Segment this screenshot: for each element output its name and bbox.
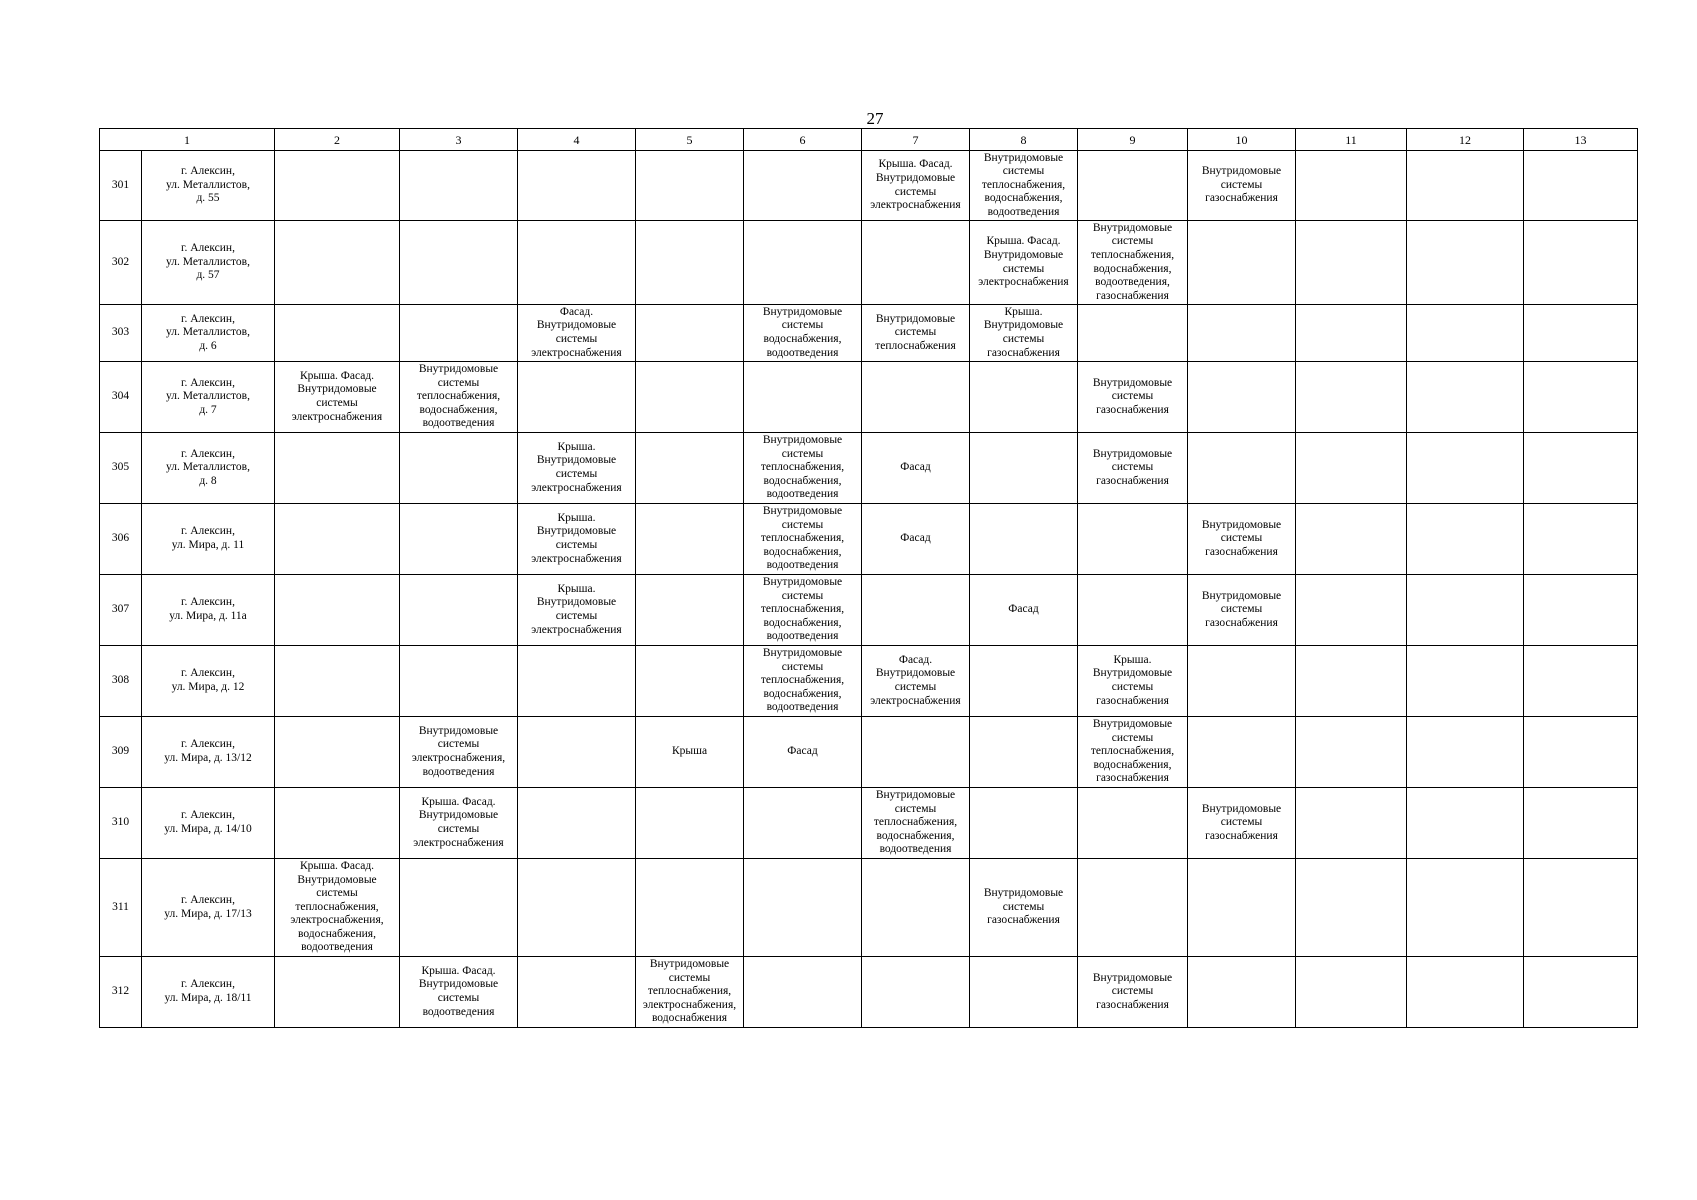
work-cell-col-3: Крыша. Фасад. Внутридомовые системы электроснабжения [400,788,518,859]
work-cell-col-9 [1078,859,1188,957]
address-cell: г. Алексин, ул. Металлистов, д. 6 [142,305,275,362]
work-cell-col-4: Крыша. Внутридомовые системы электроснабжения [518,575,636,646]
work-cell-col-5: Внутридомовые системы теплоснабжения, электроснабжения, водоснабжения [636,957,744,1028]
work-cell-col-12 [1407,504,1524,575]
work-cell-col-8 [970,433,1078,504]
repair-schedule-table [99,128,1638,1028]
work-cell-col-12 [1407,717,1524,788]
work-cell-col-7: Внутридомовые системы теплоснабжения [862,305,970,362]
work-cell-col-13 [1524,221,1638,305]
work-cell-col-9 [1078,151,1188,221]
work-cell-col-7 [862,221,970,305]
work-cell-col-11 [1296,859,1407,957]
work-cell-col-13 [1524,362,1638,433]
work-cell-col-12 [1407,575,1524,646]
work-cell-col-9 [1078,575,1188,646]
work-cell-col-13 [1524,788,1638,859]
work-cell-col-6: Внутридомовые системы теплоснабжения, водоснабжения, водоотведения [744,433,862,504]
work-cell-col-5: Крыша [636,717,744,788]
column-header-1: 1 [100,129,275,151]
row-number: 309 [100,717,142,788]
row-number: 310 [100,788,142,859]
address-cell: г. Алексин, ул. Металлистов, д. 57 [142,221,275,305]
work-cell-col-8 [970,362,1078,433]
work-cell-col-10 [1188,433,1296,504]
work-cell-col-2 [275,646,400,717]
work-cell-col-10 [1188,957,1296,1028]
work-cell-col-5 [636,362,744,433]
table-row [100,221,1638,305]
work-cell-col-11 [1296,433,1407,504]
work-cell-col-6 [744,788,862,859]
work-cell-col-8 [970,504,1078,575]
work-cell-col-11 [1296,221,1407,305]
work-cell-col-3 [400,646,518,717]
address-cell: г. Алексин, ул. Мира, д. 13/12 [142,717,275,788]
work-cell-col-4 [518,362,636,433]
work-cell-col-3 [400,433,518,504]
row-number: 303 [100,305,142,362]
work-cell-col-3: Внутридомовые системы электроснабжения, водоотведения [400,717,518,788]
work-cell-col-11 [1296,504,1407,575]
work-cell-col-7: Фасад. Внутридомовые системы электроснабжения [862,646,970,717]
column-header-13: 13 [1524,129,1638,151]
work-cell-col-4: Крыша. Внутридомовые системы электроснабжения [518,433,636,504]
table-row [100,362,1638,433]
address-cell: г. Алексин, ул. Мира, д. 14/10 [142,788,275,859]
table-row [100,433,1638,504]
work-cell-col-9: Внутридомовые системы теплоснабжения, водоснабжения, газоснабжения [1078,717,1188,788]
work-cell-col-11 [1296,957,1407,1028]
table-row [100,717,1638,788]
work-cell-col-7 [862,957,970,1028]
column-header-9: 9 [1078,129,1188,151]
work-cell-col-6: Внутридомовые системы теплоснабжения, водоснабжения, водоотведения [744,504,862,575]
work-cell-col-13 [1524,717,1638,788]
page-number: 27 [866,109,884,128]
work-cell-col-9: Внутридомовые системы газоснабжения [1078,433,1188,504]
work-cell-col-3: Крыша. Фасад. Внутридомовые системы водоотведения [400,957,518,1028]
table-row [100,859,1638,957]
work-cell-col-13 [1524,433,1638,504]
column-header-10: 10 [1188,129,1296,151]
work-cell-col-9: Внутридомовые системы газоснабжения [1078,362,1188,433]
work-cell-col-13 [1524,957,1638,1028]
work-cell-col-10 [1188,717,1296,788]
work-cell-col-11 [1296,151,1407,221]
work-cell-col-8: Внутридомовые системы теплоснабжения, водоснабжения, водоотведения [970,151,1078,221]
work-cell-col-10 [1188,362,1296,433]
work-cell-col-8: Фасад [970,575,1078,646]
work-cell-col-10 [1188,859,1296,957]
work-cell-col-13 [1524,151,1638,221]
work-cell-col-7: Внутридомовые системы теплоснабжения, водоснабжения, водоотведения [862,788,970,859]
work-cell-col-4 [518,717,636,788]
table-row [100,957,1638,1028]
work-cell-col-2 [275,221,400,305]
work-cell-col-12 [1407,957,1524,1028]
work-cell-col-13 [1524,575,1638,646]
work-cell-col-9 [1078,788,1188,859]
work-cell-col-13 [1524,646,1638,717]
work-cell-col-7 [862,859,970,957]
work-cell-col-5 [636,305,744,362]
work-cell-col-5 [636,788,744,859]
work-cell-col-8: Крыша. Внутридомовые системы газоснабжения [970,305,1078,362]
table-row [100,788,1638,859]
work-cell-col-2 [275,788,400,859]
work-cell-col-3 [400,221,518,305]
work-cell-col-11 [1296,362,1407,433]
work-cell-col-4 [518,646,636,717]
address-cell: г. Алексин, ул. Металлистов, д. 7 [142,362,275,433]
work-cell-col-8: Крыша. Фасад. Внутридомовые системы электроснабжения [970,221,1078,305]
work-cell-col-5 [636,433,744,504]
address-cell: г. Алексин, ул. Металлистов, д. 8 [142,433,275,504]
work-cell-col-6 [744,957,862,1028]
work-cell-col-6 [744,859,862,957]
work-cell-col-3 [400,151,518,221]
work-cell-col-7 [862,362,970,433]
work-cell-col-2: Крыша. Фасад. Внутридомовые системы теплоснабжения, электроснабжения, водоснабжения, водоотведения [275,859,400,957]
work-cell-col-4 [518,788,636,859]
work-cell-col-8: Внутридомовые системы газоснабжения [970,859,1078,957]
table-row [100,504,1638,575]
work-cell-col-6 [744,221,862,305]
work-cell-col-5 [636,221,744,305]
work-cell-col-9: Внутридомовые системы теплоснабжения, водоснабжения, водоотведения, газоснабжения [1078,221,1188,305]
work-cell-col-11 [1296,305,1407,362]
work-cell-col-13 [1524,859,1638,957]
work-cell-col-3 [400,504,518,575]
work-cell-col-2 [275,151,400,221]
work-cell-col-8 [970,957,1078,1028]
work-cell-col-8 [970,646,1078,717]
work-cell-col-12 [1407,305,1524,362]
work-cell-col-9: Крыша. Внутридомовые системы газоснабжения [1078,646,1188,717]
row-number: 304 [100,362,142,433]
address-cell: г. Алексин, ул. Металлистов, д. 55 [142,151,275,221]
work-cell-col-4: Крыша. Внутридомовые системы электроснабжения [518,504,636,575]
work-cell-col-5 [636,151,744,221]
work-cell-col-3 [400,575,518,646]
work-cell-col-2 [275,504,400,575]
row-number: 311 [100,859,142,957]
work-cell-col-2 [275,717,400,788]
work-cell-col-11 [1296,575,1407,646]
work-cell-col-6: Внутридомовые системы водоснабжения, водоотведения [744,305,862,362]
work-cell-col-10 [1188,646,1296,717]
address-cell: г. Алексин, ул. Мира, д. 17/13 [142,859,275,957]
row-number: 308 [100,646,142,717]
work-cell-col-7: Крыша. Фасад. Внутридомовые системы электроснабжения [862,151,970,221]
address-cell: г. Алексин, ул. Мира, д. 12 [142,646,275,717]
column-header-11: 11 [1296,129,1407,151]
column-header-4: 4 [518,129,636,151]
work-cell-col-2 [275,305,400,362]
work-cell-col-12 [1407,859,1524,957]
work-cell-col-12 [1407,788,1524,859]
work-cell-col-10: Внутридомовые системы газоснабжения [1188,575,1296,646]
work-cell-col-2 [275,957,400,1028]
work-cell-col-7: Фасад [862,433,970,504]
row-number: 305 [100,433,142,504]
work-cell-col-11 [1296,788,1407,859]
work-cell-col-12 [1407,362,1524,433]
work-cell-col-6: Фасад [744,717,862,788]
work-cell-col-8 [970,717,1078,788]
work-cell-col-12 [1407,433,1524,504]
column-header-12: 12 [1407,129,1524,151]
column-header-7: 7 [862,129,970,151]
work-cell-col-4 [518,151,636,221]
work-cell-col-9 [1078,305,1188,362]
work-cell-col-6 [744,151,862,221]
work-cell-col-9: Внутридомовые системы газоснабжения [1078,957,1188,1028]
row-number: 307 [100,575,142,646]
work-cell-col-2 [275,433,400,504]
work-cell-col-7: Фасад [862,504,970,575]
work-cell-col-11 [1296,646,1407,717]
table-body [100,129,1638,1028]
work-cell-col-13 [1524,504,1638,575]
work-cell-col-5 [636,575,744,646]
work-cell-col-10 [1188,221,1296,305]
address-cell: г. Алексин, ул. Мира, д. 11 [142,504,275,575]
work-cell-col-4: Фасад. Внутридомовые системы электроснабжения [518,305,636,362]
work-cell-col-5 [636,504,744,575]
work-cell-col-12 [1407,221,1524,305]
work-cell-col-2 [275,575,400,646]
table-row [100,575,1638,646]
work-cell-col-7 [862,575,970,646]
table-row [100,646,1638,717]
work-cell-col-8 [970,788,1078,859]
work-cell-col-4 [518,221,636,305]
work-cell-col-5 [636,859,744,957]
row-number: 301 [100,151,142,221]
row-number: 302 [100,221,142,305]
row-number: 312 [100,957,142,1028]
work-cell-col-11 [1296,717,1407,788]
work-cell-col-10: Внутридомовые системы газоснабжения [1188,788,1296,859]
table-row [100,151,1638,221]
work-cell-col-6: Внутридомовые системы теплоснабжения, водоснабжения, водоотведения [744,646,862,717]
work-cell-col-10: Внутридомовые системы газоснабжения [1188,151,1296,221]
work-cell-col-13 [1524,305,1638,362]
address-cell: г. Алексин, ул. Мира, д. 11а [142,575,275,646]
column-header-6: 6 [744,129,862,151]
work-cell-col-6 [744,362,862,433]
work-cell-col-12 [1407,151,1524,221]
work-cell-col-3: Внутридомовые системы теплоснабжения, водоснабжения, водоотведения [400,362,518,433]
work-cell-col-4 [518,859,636,957]
address-cell: г. Алексин, ул. Мира, д. 18/11 [142,957,275,1028]
column-header-3: 3 [400,129,518,151]
row-number: 306 [100,504,142,575]
table-row [100,305,1638,362]
work-cell-col-10 [1188,305,1296,362]
work-cell-col-10: Внутридомовые системы газоснабжения [1188,504,1296,575]
column-header-row [100,129,1638,151]
column-header-5: 5 [636,129,744,151]
work-cell-col-7 [862,717,970,788]
work-cell-col-3 [400,859,518,957]
work-cell-col-6: Внутридомовые системы теплоснабжения, водоснабжения, водоотведения [744,575,862,646]
work-cell-col-3 [400,305,518,362]
column-header-8: 8 [970,129,1078,151]
work-cell-col-9 [1078,504,1188,575]
work-cell-col-2: Крыша. Фасад. Внутридомовые системы электроснабжения [275,362,400,433]
work-cell-col-4 [518,957,636,1028]
column-header-2: 2 [275,129,400,151]
work-cell-col-5 [636,646,744,717]
work-cell-col-12 [1407,646,1524,717]
